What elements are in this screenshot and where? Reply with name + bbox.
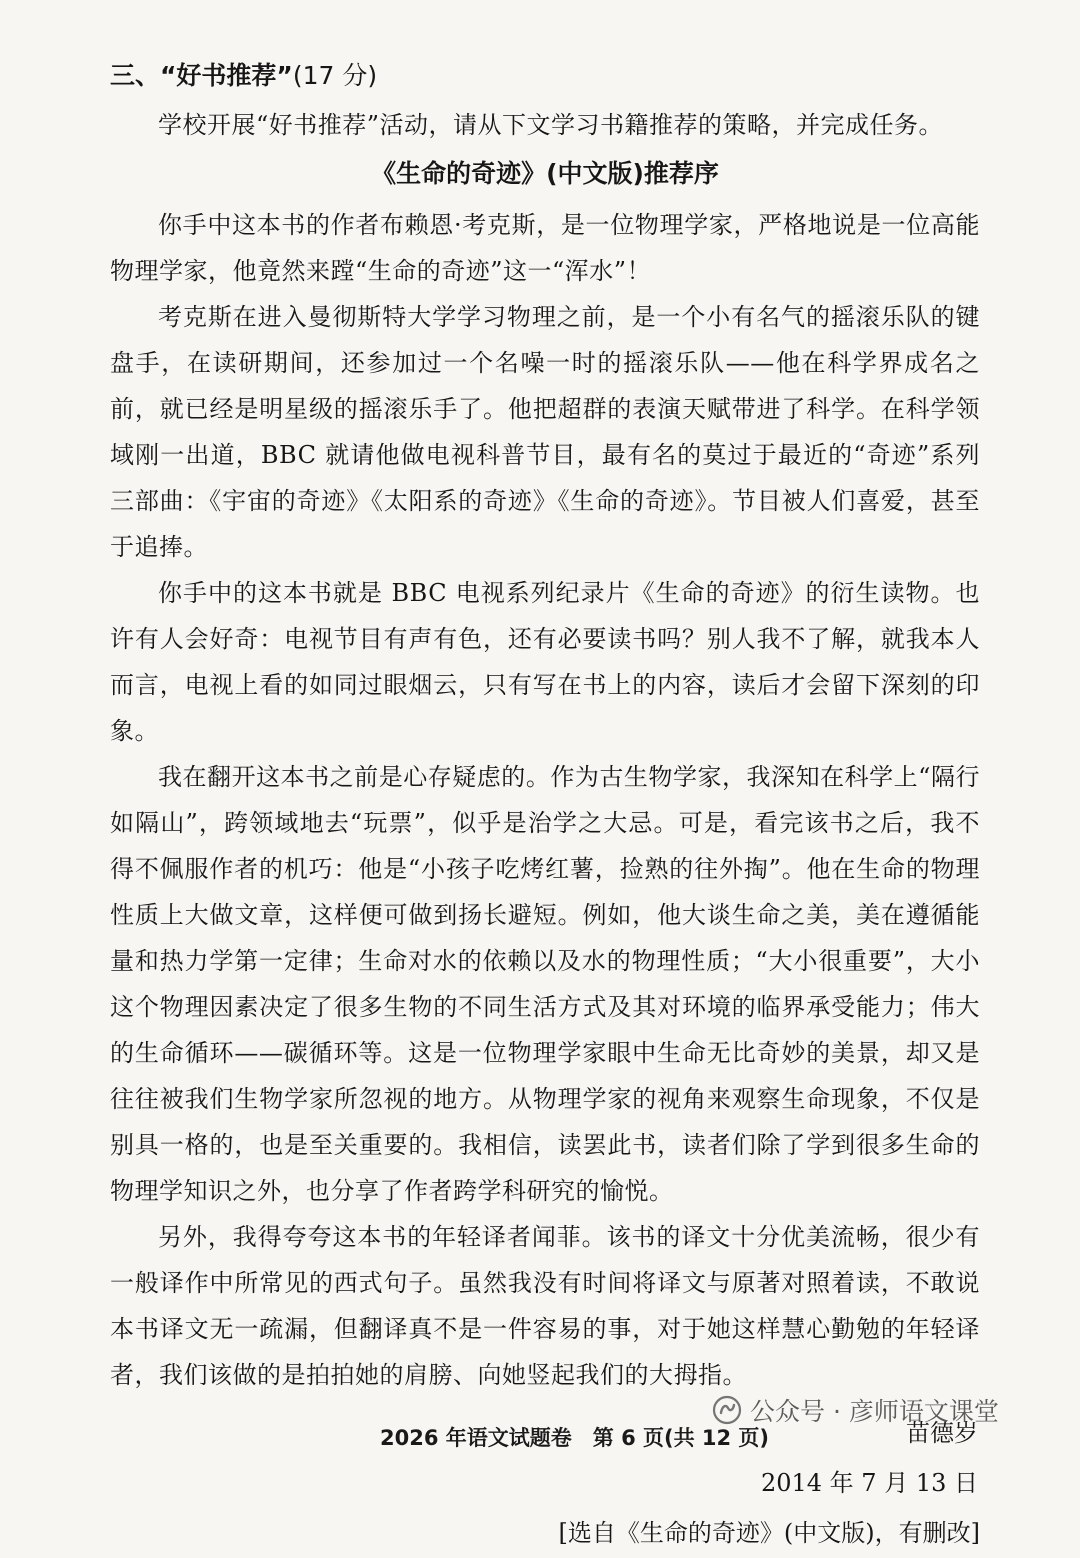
article-source: [选自《生命的奇迹》(中文版)，有删改]	[558, 1519, 980, 1547]
wechat-official-account-icon	[712, 1395, 742, 1425]
article-paragraph: 你手中的这本书就是 BBC 电视系列纪录片《生命的奇迹》的衍生读物。也许有人会好奇：电视节目有声有色，还有必要读书吗？别人我不了解，就我本人而言，电视上看的如同过眼烟云，只有写在书上的内容，读后才会留下深刻的印象。	[110, 579, 980, 745]
article-paragraph: 我在翻开这本书之前是心存疑虑的。作为古生物学家，我深知在科学上“隔行如隔山”，跨领域地去“玩票”，似乎是治学之大忌。可是，看完该书之后，我不得不佩服作者的机巧：他是“小孩子吃烤红薯，捡熟的往外掏”。他在生命的物理性质上大做文章，这样便可做到扬长避短。例如，他大谈生命之美，美在遵循能量和热力学第一定律；生命对水的依赖以及水的物理性质；“大小很重要”，大小这个物理因素决定了很多生物的不同生活方式及其对环境的临界承受能力；伟大的生命循环——碳循环等。这是一位物理学家眼中生命无比奇妙的美景，却又是往往被我们生物学家所忽视的地方。从物理学家的视角来观察生命现象，不仅是别具一格的，也是至关重要的。我相信，读罢此书，读者们除了学到很多生命的物理学知识之外，也分享了作者跨学科研究的愉悦。	[110, 763, 980, 1205]
article-paragraph: 你手中这本书的作者布赖恩·考克斯，是一位物理学家，严格地说是一位高能物理学家，他竟然来蹚“生命的奇迹”这一“浑水”！	[110, 211, 980, 285]
article-paragraph: 另外，我得夸夸这本书的年轻译者闻菲。该书的译文十分优美流畅，很少有一般译作中所常见的西式句子。虽然我没有时间将译文与原著对照着读，不敢说本书译文无一疏漏，但翻译真不是一件容易的事，对于她这样慧心勤勉的年轻译者，我们该做的是拍拍她的肩膀、向她竖起我们的大拇指。	[110, 1223, 980, 1389]
section-title: 三、“好书推荐”	[110, 61, 293, 90]
article-date: 2014 年 7 月 13 日	[760, 1469, 978, 1497]
watermark-text: 公众号 · 彦师语文课堂	[750, 1397, 999, 1426]
section-score: (17 分)	[292, 61, 378, 90]
page-footer: 2026 年语文试题卷 第 6 页(共 12 页)	[380, 1426, 770, 1450]
section-heading	[110, 56, 980, 96]
section-intro: 学校开展“好书推荐”活动，请从下文学习书籍推荐的策略，并完成任务。	[158, 111, 944, 139]
watermark	[712, 1388, 999, 1432]
article-title: 《生命的奇迹》(中文版)推荐序	[371, 159, 719, 188]
article-paragraph: 考克斯在进入曼彻斯特大学学习物理之前，是一个小有名气的摇滚乐队的键盘手，在读研期间，还参加过一个名噪一时的摇滚乐队——他在科学界成名之前，就已经是明星级的摇滚乐手了。他把超群的表演天赋带进了科学。在科学领域刚一出道，BBC 就请他做电视科普节目，最有名的莫过于最近的“奇迹”系列三部曲：《宇宙的奇迹》《太阳系的奇迹》《生命的奇迹》。节目被人们喜爱，甚至于追捧。	[110, 303, 980, 561]
footer-row	[0, 1397, 1080, 1458]
article-author: 苗德岁	[906, 1419, 978, 1447]
